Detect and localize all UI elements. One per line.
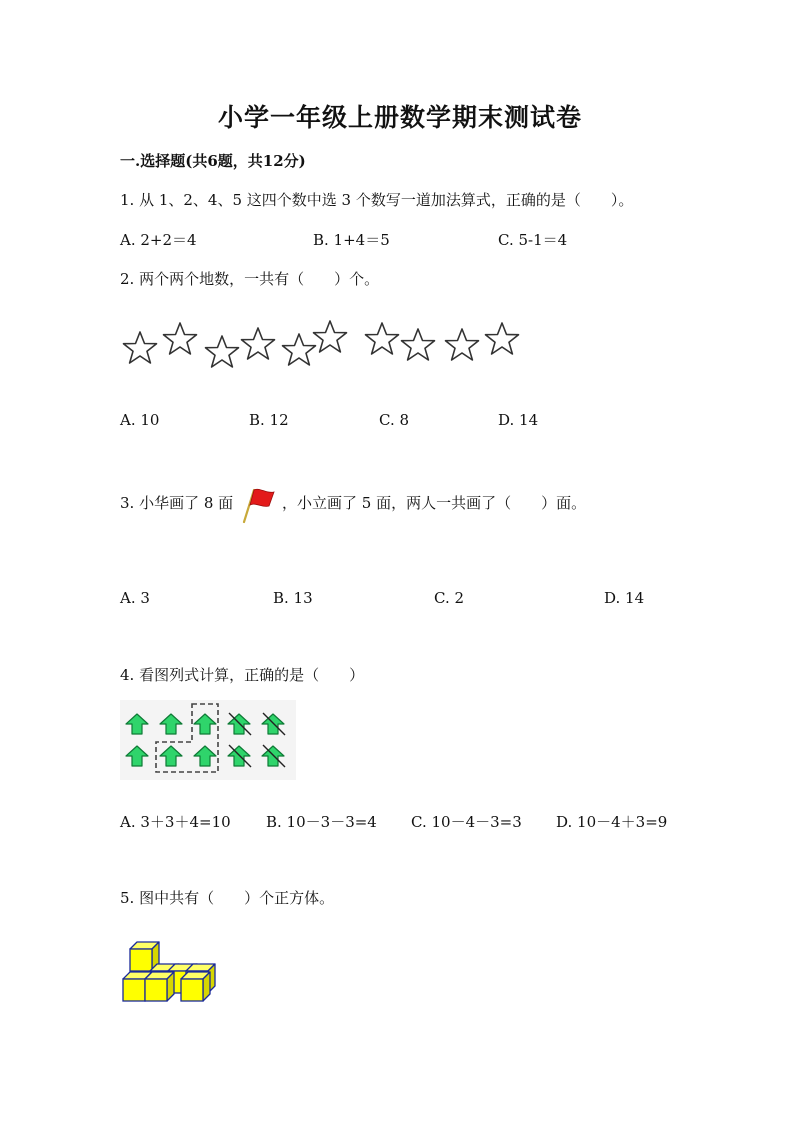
question-4-option-c[interactable]: C. 10－4－3=3 — [411, 813, 522, 831]
cubes-picture — [120, 940, 222, 1004]
section-heading: 一.选择题(共6题，共12分) — [120, 152, 306, 170]
page-title: 小学一年级上册数学期末测试卷 — [217, 103, 582, 132]
question-2-option-d[interactable]: D. 14 — [498, 411, 539, 429]
question-4-option-d[interactable]: D. 10－4＋3=9 — [556, 813, 668, 831]
star-outline-icon — [164, 323, 197, 354]
question-5-stem: 5. 图中共有（ ）个正方体。 — [120, 889, 335, 907]
question-3-stem-part1: 3. 小华画了 8 面 — [120, 494, 234, 512]
star-outline-icon — [283, 334, 316, 365]
question-1-option-b[interactable]: B. 1+4＝5 — [313, 231, 390, 249]
star-outline-icon — [206, 336, 239, 367]
yellow-cube-icon — [181, 972, 210, 1001]
question-3-option-a[interactable]: A. 3 — [120, 589, 150, 607]
question-1-stem: 1. 从 1、2、4、5 这四个数中选 3 个数写一道加法算式，正确的是（ ）。 — [120, 191, 634, 209]
question-2-stem: 2. 两个两个地数，一共有（ ）个。 — [120, 270, 380, 288]
question-1-option-a[interactable]: A. 2+2＝4 — [120, 231, 197, 249]
yellow-cube-icon — [145, 972, 174, 1001]
stars-picture — [118, 318, 528, 374]
question-4-stem: 4. 看图列式计算，正确的是（ ） — [120, 666, 365, 684]
star-outline-icon — [446, 329, 479, 360]
question-3-option-d[interactable]: D. 14 — [604, 589, 645, 607]
question-3-stem-part2: ，小立画了 5 面，两人一共画了（ ）面。 — [282, 494, 587, 512]
question-4-option-b[interactable]: B. 10－3－3=4 — [266, 813, 377, 831]
star-outline-icon — [314, 321, 347, 352]
star-outline-icon — [402, 329, 435, 360]
question-2-option-a[interactable]: A. 10 — [120, 411, 160, 429]
arrows-picture — [120, 700, 296, 780]
question-2-option-c[interactable]: C. 8 — [379, 411, 410, 429]
question-4-option-a[interactable]: A. 3＋3＋4=10 — [120, 813, 231, 831]
question-1-option-c[interactable]: C. 5-1＝4 — [498, 231, 568, 249]
star-outline-icon — [486, 323, 519, 354]
question-3-option-b[interactable]: B. 13 — [273, 589, 313, 607]
star-outline-icon — [242, 328, 275, 359]
star-outline-icon — [366, 323, 399, 354]
question-3-option-c[interactable]: C. 2 — [434, 589, 465, 607]
star-outline-icon — [124, 332, 157, 363]
question-2-option-b[interactable]: B. 12 — [249, 411, 289, 429]
red-flag-icon — [240, 486, 282, 526]
